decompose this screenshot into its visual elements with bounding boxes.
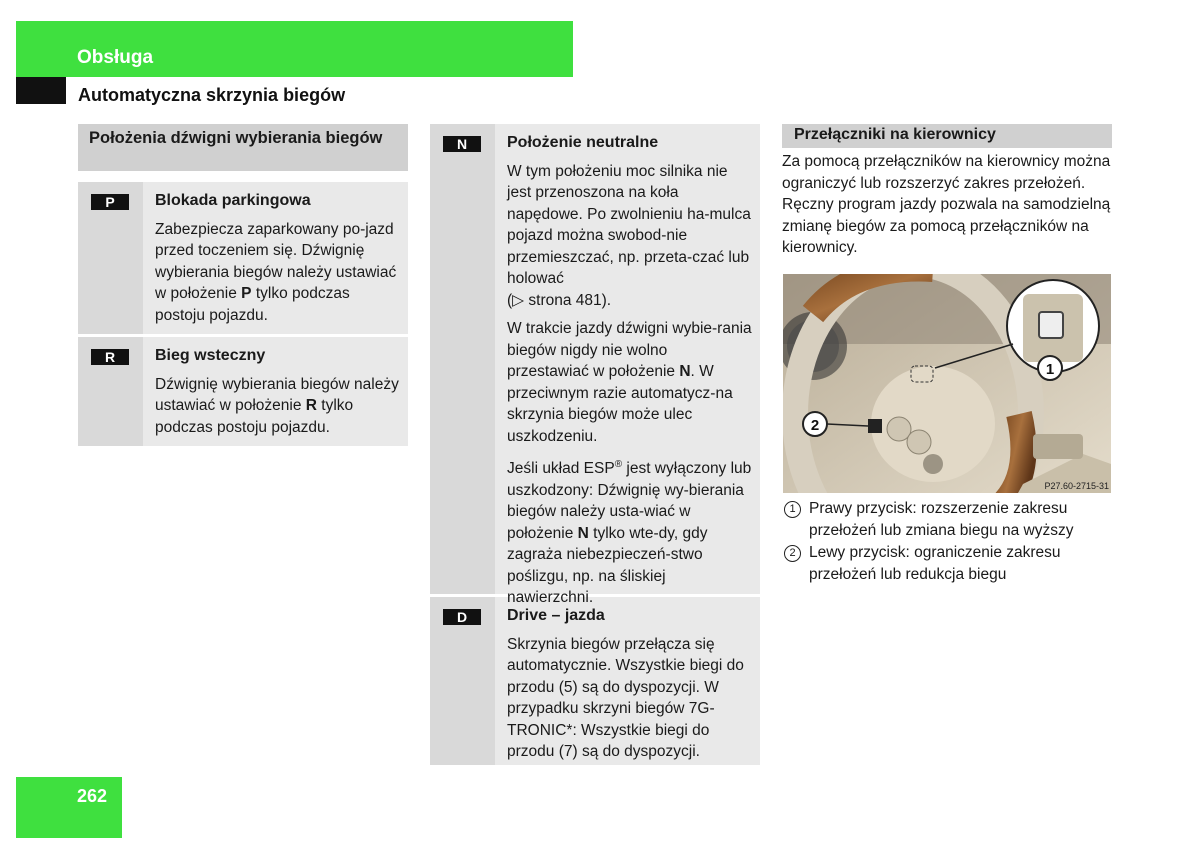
- row-d-body: [507, 605, 752, 770]
- badge-d: D: [443, 609, 481, 625]
- caption-1-number: 1: [784, 501, 801, 518]
- row-p-title: Blokada parkingowa: [155, 192, 311, 209]
- row-n-title: Położenie neutralne: [507, 134, 659, 151]
- table-row-p: [78, 182, 408, 334]
- callout-1: 1: [1045, 361, 1055, 378]
- caption-2: [782, 542, 1112, 585]
- position-table-left: [78, 182, 408, 446]
- row-n-paragraph-3: Jeśli układ ESP® jest wyłączony lub uszkodzony: Dźwignię wy-bierania biegów należy usta-wiać w położenie N tylko wte-dy, gdy zagraża niebezpieczeń-stwo poślizgu, np. na śliskiej nawierzchni.: [507, 459, 752, 607]
- row-r-body: [155, 345, 400, 445]
- image-code: P27.60-2715-31: [1044, 481, 1109, 491]
- row-p-text: Zabezpiecza zaparkowany po-jazd przed toczeniem się. Dźwignię wybierania biegów należy ustawiać w położenie P tylko podczas postoju pojazdu.: [155, 220, 397, 324]
- badge-n: N: [443, 136, 481, 152]
- steering-wheel-photo: [783, 274, 1111, 493]
- table-row-d: [430, 597, 760, 765]
- row-n-paragraph-1: W tym położeniu moc silnika nie jest przenoszona na koła napędowe. Po zwolnieniu ha-mulca pojazd można swobod-nie przemieszczać, np. przeta-czać lub holować (▷ strona 481).: [507, 162, 751, 309]
- row-d-title: Drive – jazda: [507, 607, 605, 624]
- section-marker: [16, 77, 66, 104]
- table-row-n: [430, 124, 760, 607]
- position-table-right: [430, 124, 760, 765]
- badge-r: R: [91, 349, 129, 365]
- row-r-text: Dźwignię wybierania biegów należy ustawiać w położenie R tylko podczas postoju pojazdu.: [155, 375, 399, 436]
- section-title: Obsługa: [77, 47, 154, 68]
- badge-p: P: [91, 194, 129, 210]
- column1-heading: [78, 124, 408, 171]
- section-tab: [16, 21, 573, 77]
- column3-intro: Za pomocą przełączników na kierownicy można ograniczyć lub rozszerzyć zakres przełożeń. Ręczny program jazdy pozwala na samodzielną zmianę biegów za pomocą przełączników na kierownicy.: [782, 153, 1111, 256]
- caption-1: [782, 498, 1112, 541]
- page-subtitle: Automatyczna skrzynia biegów: [78, 85, 346, 105]
- callout-2: 2: [810, 417, 820, 434]
- row-n-paragraph-2: W trakcie jazdy dźwigni wybie-rania biegów nigdy nie wolno przestawiać w położenie N. W przeciwnym razie automatycz-na skrzynia biegów może ulec uszkodzeniu.: [507, 320, 752, 445]
- column1-heading-text: Położenia dźwigni wybierania biegów: [89, 129, 383, 147]
- photo-captions: [782, 498, 1112, 586]
- row-r-title: Bieg wsteczny: [155, 347, 266, 364]
- table-row-r: [78, 337, 408, 446]
- page-reference: (▷ strona 481).: [507, 291, 612, 309]
- row-p-body: [155, 190, 400, 333]
- column3-heading-text: Przełączniki na kierownicy: [794, 126, 996, 143]
- page-number: 262: [77, 786, 108, 806]
- column3-heading: [782, 124, 1112, 148]
- caption-1-text: Prawy przycisk: rozszerzenie zakresu przełożeń lub zmiana biegu na wyższy: [809, 500, 1074, 539]
- caption-2-text: Lewy przycisk: ograniczenie zakresu przełożeń lub redukcja biegu: [809, 544, 1061, 583]
- row-d-text: Skrzynia biegów przełącza się automatycznie. Wszystkie biegi do przodu (5) są do dyspozycji. W przypadku skrzyni biegów 7G-TRONIC*: Wszystkie biegi do przodu (7) są do dyspozycji.: [507, 635, 744, 760]
- steering-wheel-illustration: [783, 274, 1111, 493]
- caption-2-number: 2: [784, 545, 801, 562]
- page-number-tab: [16, 777, 122, 838]
- row-n-body: [507, 132, 752, 616]
